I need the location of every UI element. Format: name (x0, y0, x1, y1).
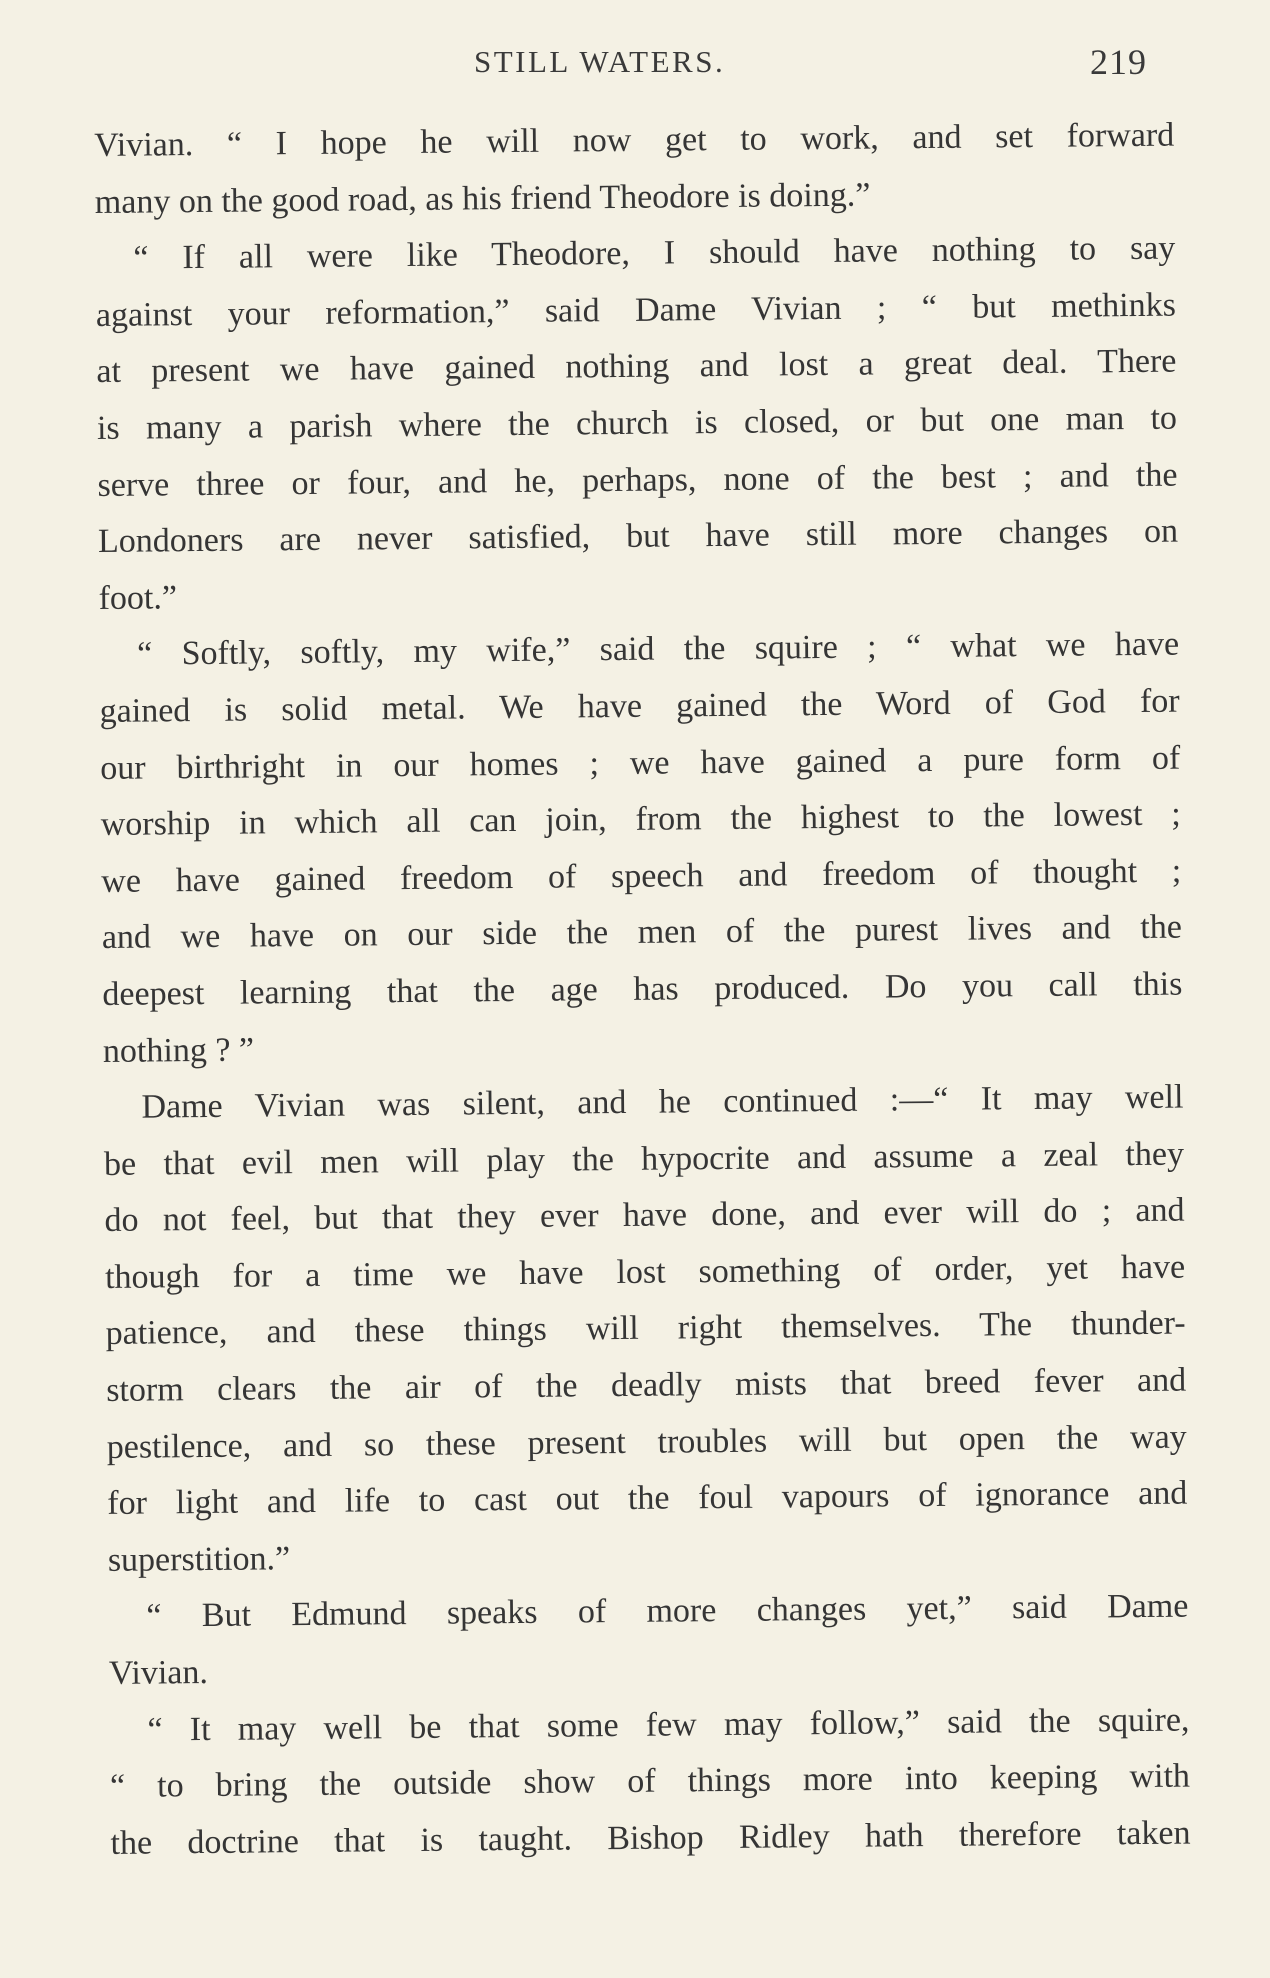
text-line: against your reformation,” said Dame Vivian ; “ but methinks (95, 286, 1177, 334)
text-line: Vivian. (108, 1654, 209, 1692)
text-line: Londoners are never satisfied, but have still more changes on (97, 512, 1179, 561)
text-line: deepest learning that the age has produced. Do you call this (102, 965, 1183, 1013)
text-line: “ Softly, softly, my wife,” said the squire ; “ what we have (136, 625, 1180, 673)
text-line: the doctrine that is taught. Bishop Ridley hath therefore taken (110, 1814, 1191, 1862)
text-line: Dame Vivian was silent, and he continued :—“ It may well (141, 1078, 1184, 1126)
text-line: is many a parish where the church is closed, or but one man to (96, 399, 1178, 447)
text-line: foot.” (98, 578, 178, 617)
text-line: at present we have gained nothing and lost a great deal. There (96, 342, 1177, 391)
text-line: worship in which all can join, from the highest to the lowest ; (100, 795, 1181, 844)
page-header (0, 44, 1270, 94)
running-head: STILL WATERS. (474, 44, 726, 79)
text-line: pestilence, and so these present troubles will but open the way (106, 1418, 1187, 1466)
text-line: be that evil men will play the hypocrite and assume a zeal they (103, 1135, 1185, 1183)
text-line: “ It may well be that some few may follow,” said the squire, (147, 1701, 1190, 1749)
body-text (94, 108, 1191, 1873)
text-line: for light and life to cast out the foul vapours of ignorance and (107, 1474, 1188, 1523)
text-line: “ to bring the outside show of things more into keeping with (109, 1757, 1191, 1806)
text-line: we have gained freedom of speech and freedom of thought ; (101, 852, 1182, 900)
text-line: serve three or four, and he, perhaps, none of the best ; and the (97, 456, 1178, 504)
text-line: and we have on our side the men of the purest lives and the (101, 908, 1182, 957)
text-line: many on the good road, as his friend Theodore is doing.” (94, 176, 871, 221)
page-number: 219 (1090, 42, 1147, 82)
text-line: nothing ? ” (102, 1031, 255, 1070)
text-line: though for a time we have lost something of order, yet have (104, 1248, 1186, 1296)
text-line: “ But Edmund speaks of more changes yet,” said Dame (146, 1588, 1189, 1636)
text-line: do not feel, but that they ever have done, and ever will do ; and (104, 1191, 1185, 1240)
text-line: storm clears the air of the deadly mists that breed fever and (106, 1361, 1187, 1410)
text-line: superstition.” (107, 1540, 291, 1579)
text-line: patience, and these things will right themselves. The thunder- (105, 1305, 1186, 1353)
text-line: Vivian. “ I hope he will now get to work, and set forward (94, 116, 1175, 164)
text-line: gained is solid metal. We have gained the Word of God for (99, 682, 1180, 730)
text-line: our birthright in our homes ; we have gained a pure form of (100, 739, 1181, 787)
text-line: “ If all were like Theodore, I should have nothing to say (133, 229, 1176, 277)
